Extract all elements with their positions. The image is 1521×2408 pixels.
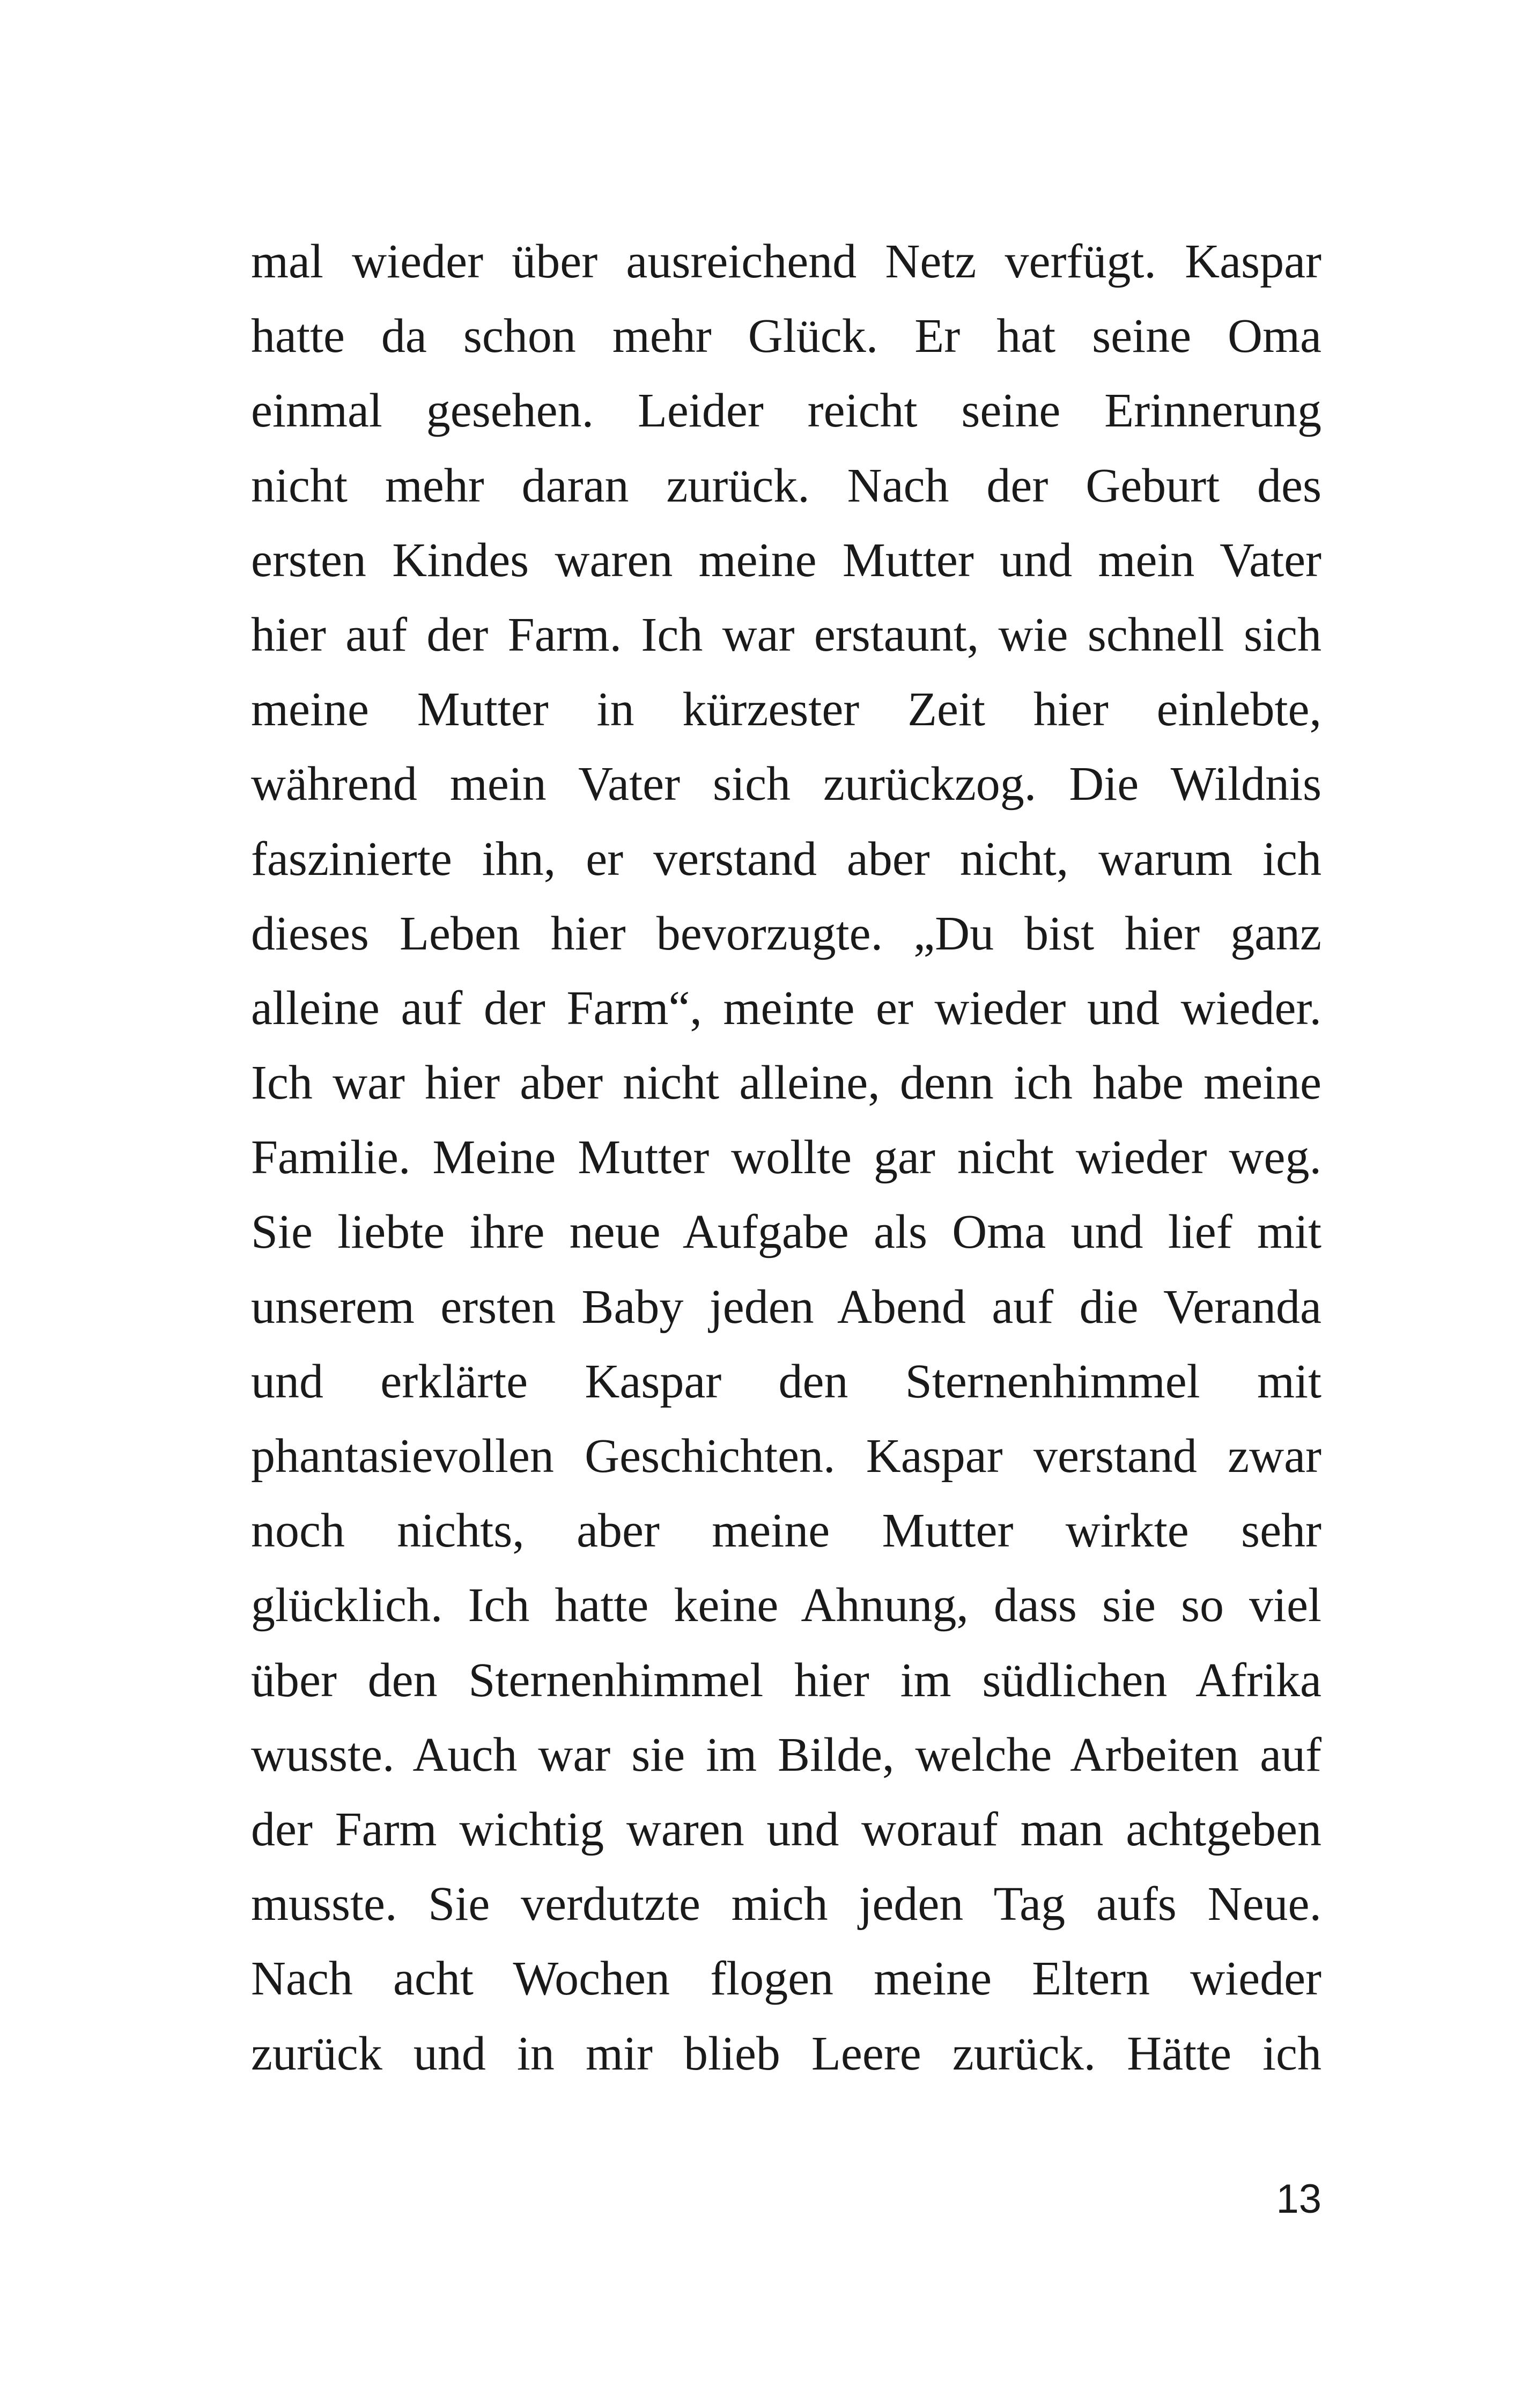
text-line: über den Sternenhimmel hier im südlichen Afrika bbox=[251, 1653, 1321, 1707]
text-line: musste. Sie verdutzte mich jeden Tag aufs Neue. bbox=[251, 1877, 1321, 1931]
text-line: glücklich. Ich hatte keine Ahnung, dass sie so viel bbox=[251, 1579, 1321, 1632]
text-line: Nach acht Wochen flogen meine Eltern wieder bbox=[251, 1952, 1321, 2006]
text-line: noch nichts, aber meine Mutter wirkte sehr bbox=[251, 1504, 1321, 1558]
page-number: 13 bbox=[1276, 2176, 1321, 2222]
text-line: der Farm wichtig waren und worauf man achtgeben bbox=[251, 1802, 1321, 1856]
text-line: einmal gesehen. Leider reicht seine Erinnerung bbox=[251, 384, 1321, 438]
text-line: Familie. Meine Mutter wollte gar nicht wieder weg. bbox=[251, 1131, 1321, 1184]
text-line: faszinierte ihn, er verstand aber nicht, warum ich bbox=[251, 832, 1321, 886]
text-line: nicht mehr daran zurück. Nach der Geburt des bbox=[251, 459, 1321, 512]
text-line: während mein Vater sich zurückzog. Die Wildnis bbox=[251, 757, 1321, 811]
text-line: ersten Kindes waren meine Mutter und mein Vater bbox=[251, 533, 1321, 587]
text-line: dieses Leben hier bevorzugte. „Du bist hier ganz bbox=[251, 907, 1321, 960]
text-line: meine Mutter in kürzester Zeit hier einlebte, bbox=[251, 683, 1321, 737]
text-line: Ich war hier aber nicht alleine, denn ich habe meine bbox=[251, 1056, 1321, 1110]
text-line: hatte da schon mehr Glück. Er hat seine Oma bbox=[251, 310, 1321, 363]
text-line: phantasievollen Geschichten. Kaspar verstand zwar bbox=[251, 1430, 1321, 1483]
text-line: hier auf der Farm. Ich war erstaunt, wie schnell sich bbox=[251, 608, 1321, 661]
text-line: zurück und in mir blieb Leere zurück. Hätte ich bbox=[251, 2027, 1321, 2080]
text-line: alleine auf der Farm“, meinte er wieder und wieder. bbox=[251, 981, 1321, 1035]
text-line: und erklärte Kaspar den Sternenhimmel mit bbox=[251, 1354, 1321, 1408]
text-line: unserem ersten Baby jeden Abend auf die Veranda bbox=[251, 1280, 1321, 1334]
text-line: mal wieder über ausreichend Netz verfügt. Kaspar bbox=[251, 235, 1321, 288]
body-text bbox=[251, 224, 1321, 2091]
text-line: Sie liebte ihre neue Aufgabe als Oma und lief mit bbox=[251, 1205, 1321, 1259]
text-line: wusste. Auch war sie im Bilde, welche Arbeiten auf bbox=[251, 1728, 1321, 1781]
